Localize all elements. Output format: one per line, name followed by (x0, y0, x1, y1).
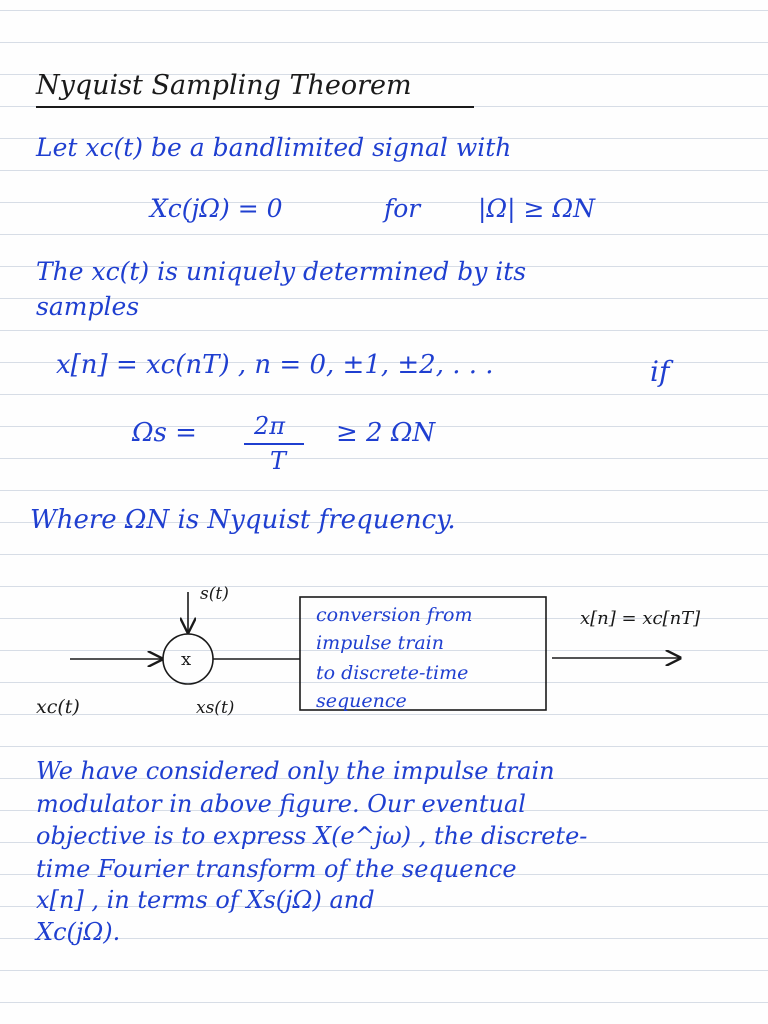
title-underline (36, 106, 474, 108)
nyquist-condition-left: Ωs = (132, 418, 197, 448)
paragraph-line: time Fourier transform of the sequence (36, 855, 517, 883)
nyquist-frequency-line: Where ΩN is Nyquist frequency. (30, 505, 456, 535)
box-text-line: impulse train (316, 632, 444, 654)
fraction-denominator: T (270, 447, 287, 475)
fraction-bar (244, 443, 304, 445)
impulse-train-label: s(t) (200, 584, 229, 604)
bandlimit-equation: Xc(jΩ) = 0 (150, 194, 283, 223)
paragraph-line: objective is to express X(e^jω) , the discrete- (36, 822, 588, 850)
samples-word: samples (36, 292, 140, 321)
output-sequence-label: x[n] = xc[nT] (580, 608, 701, 629)
nyquist-condition-right: ≥ 2 ΩN (336, 418, 436, 448)
multiplier-symbol: x (181, 649, 192, 670)
box-text-line: conversion from (316, 604, 473, 626)
page-title: Nyquist Sampling Theorem (36, 70, 412, 101)
fraction-numerator: 2π (254, 412, 286, 440)
bandlimit-for: for (384, 194, 421, 223)
box-text-line: to discrete-time (316, 662, 469, 684)
if-word: if (650, 355, 670, 388)
paragraph-line: modulator in above figure. Our eventual (36, 790, 526, 818)
paragraph-line: Xc(jΩ). (36, 918, 121, 946)
input-signal-label: xc(t) (36, 696, 80, 718)
sampling-equation: x[n] = xc(nT) , n = 0, ±1, ±2, . . . (56, 350, 494, 380)
bandlimit-condition: |Ω| ≥ ΩN (478, 194, 596, 223)
paragraph-line: x[n] , in terms of Xs(jΩ) and (36, 886, 375, 914)
definition-line: Let xc(t) be a bandlimited signal with (36, 133, 512, 162)
modulated-signal-label: xs(t) (196, 698, 235, 718)
paragraph-line: We have considered only the impulse train (36, 757, 555, 785)
box-text-line: sequence (316, 690, 407, 712)
uniqueness-line: The xc(t) is uniquely determined by its (36, 257, 527, 286)
